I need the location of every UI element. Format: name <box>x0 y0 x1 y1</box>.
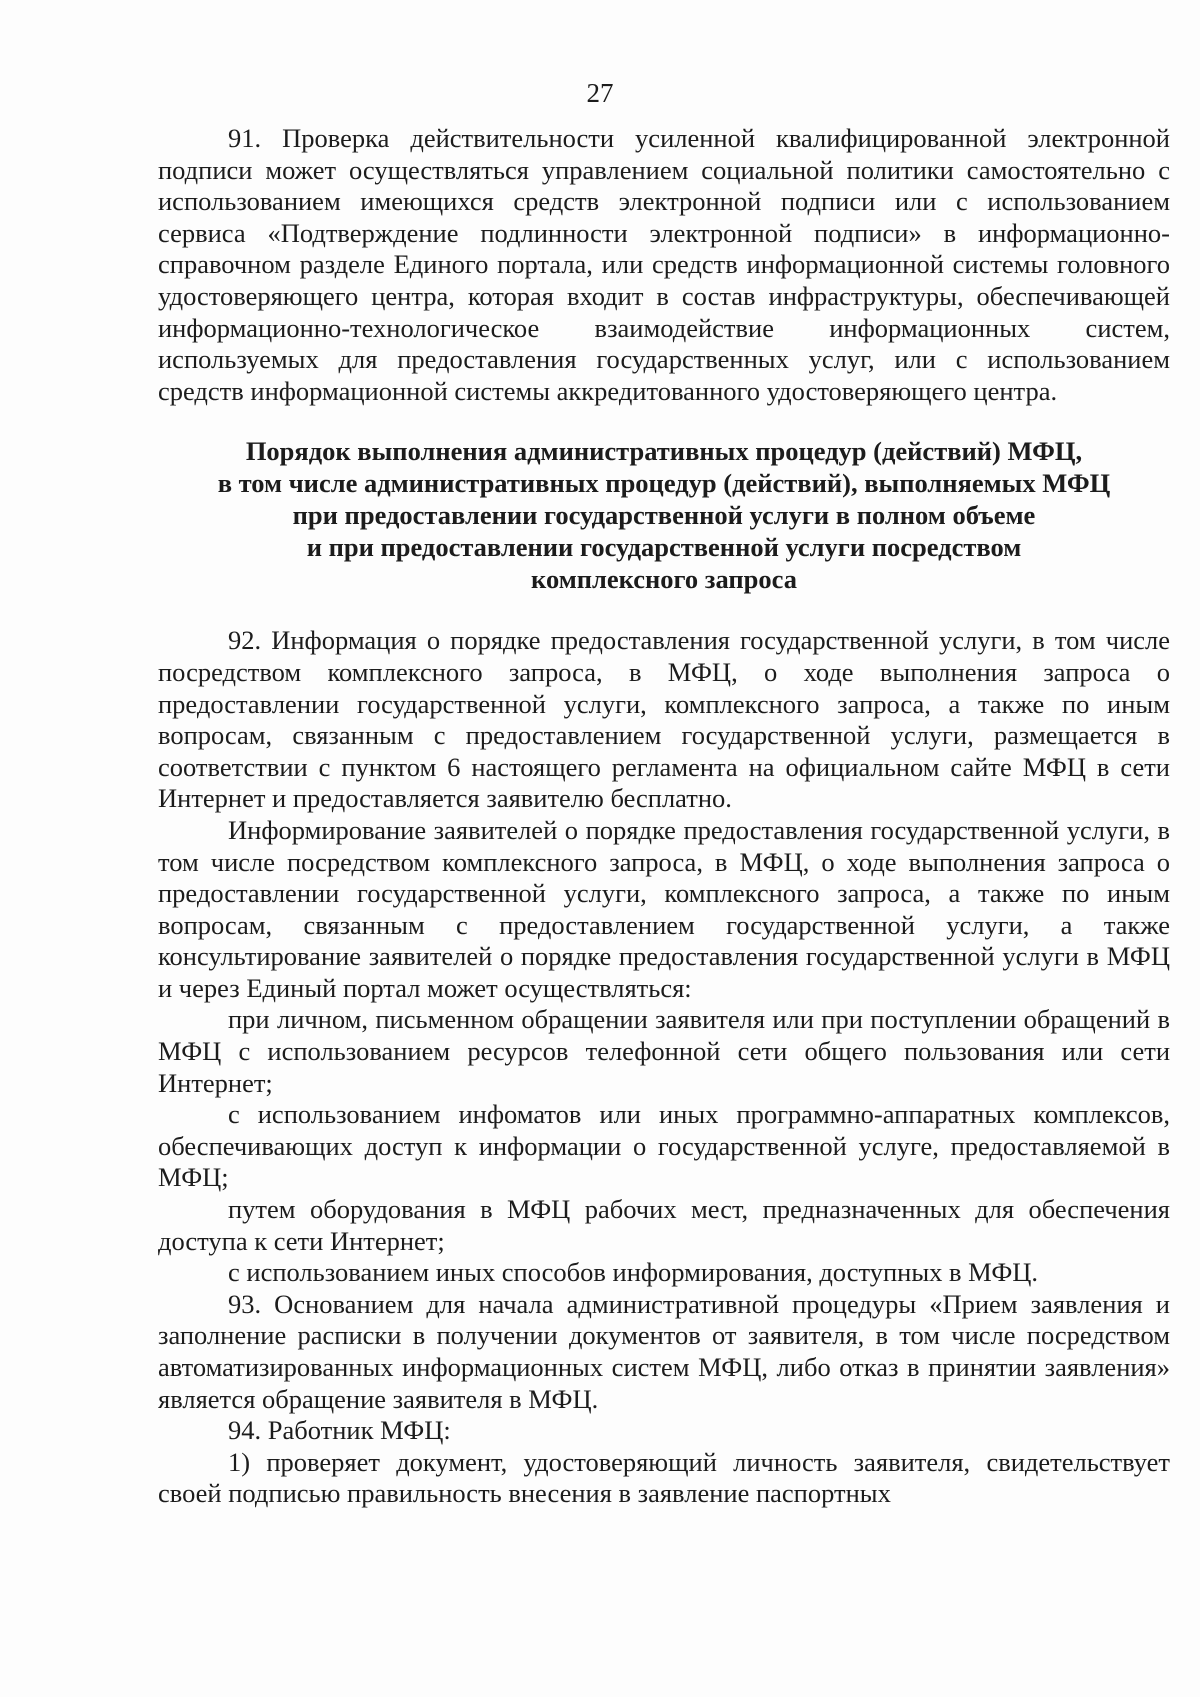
list-item-infomats: с использованием инфоматов или иных программно-аппаратных комплексов, обеспечивающих доступ к информации о государственной услуге, предоставляемой в МФЦ; <box>158 1099 1170 1193</box>
paragraph-91: 91. Проверка действительности усиленной квалифицированной электронной подписи может осуществляться управлением социальной политики самостоятельно с использованием имеющихся средств электронной подписи или с использованием сервиса «Подтверждение подлинности электронной подписи» в информационно-справочном разделе Единого портала, или средств информационной системы головного удостоверяющего центра, которая входит в состав инфраструктуры, обеспечивающей информационно-технологическое взаимодействие информационных систем, используемых для предоставления государственных услуг, или с использованием средств информационной системы аккредитованного удостоверяющего центра. <box>158 123 1170 406</box>
page-number: 27 <box>586 78 614 108</box>
paragraph-93: 93. Основанием для начала административной процедуры «Прием заявления и заполнение расписки в получении документов от заявителя, в том числе посредством автоматизированных информационных систем МФЦ, либо отказ в принятии заявления» является обращение заявителя в МФЦ. <box>158 1288 1170 1414</box>
heading-line: и при предоставлении государственной услуги посредством <box>306 532 1022 563</box>
heading-line: при предоставлении государственной услуги в полном объеме <box>292 500 1036 531</box>
list-item-other-methods: с использованием иных способов информирования, доступных в МФЦ. <box>228 1257 1039 1288</box>
paragraph-94: 94. Работник МФЦ: <box>228 1415 451 1446</box>
paragraph-94-item-1: 1) проверяет документ, удостоверяющий личность заявителя, свидетельствует своей подписью правильность внесения в заявление паспортных <box>158 1446 1170 1509</box>
list-item-personal-appeal: при личном, письменном обращении заявителя или при поступлении обращений в МФЦ с использованием ресурсов телефонной сети общего пользования или сети Интернет; <box>158 1004 1170 1098</box>
section-heading <box>158 435 1170 595</box>
document-body <box>158 123 1170 1510</box>
list-item-workplaces: путем оборудования в МФЦ рабочих мест, предназначенных для обеспечения доступа к сети Интернет; <box>158 1194 1170 1256</box>
heading-line: Порядок выполнения административных процедур (действий) МФЦ, <box>245 436 1083 467</box>
paragraph-informing: Информирование заявителей о порядке предоставления государственной услуги, в том числе посредством комплексного запроса, в МФЦ, о ходе выполнения запроса о предоставлении государственной услуги, комплексного запроса, а также по иным вопросам, связанным с предоставлением государственной услуги, а также консультирование заявителей о порядке предоставления государственной услуги в МФЦ и через Единый портал может осуществляться: <box>158 814 1170 1003</box>
heading-line: комплексного запроса <box>531 564 797 595</box>
paragraph-92: 92. Информация о порядке предоставления государственной услуги, в том числе посредством комплексного запроса, в МФЦ, о ходе выполнения запроса о предоставлении государственной услуги, комплексного запроса, а также по иным вопросам, связанным с предоставлением государственной услуги, размещается в соответствии с пунктом 6 настоящего регламента на официальном сайте МФЦ в сети Интернет и предоставляется заявителю бесплатно. <box>158 625 1170 814</box>
heading-line: в том числе административных процедур (действий), выполняемых МФЦ <box>217 468 1111 499</box>
